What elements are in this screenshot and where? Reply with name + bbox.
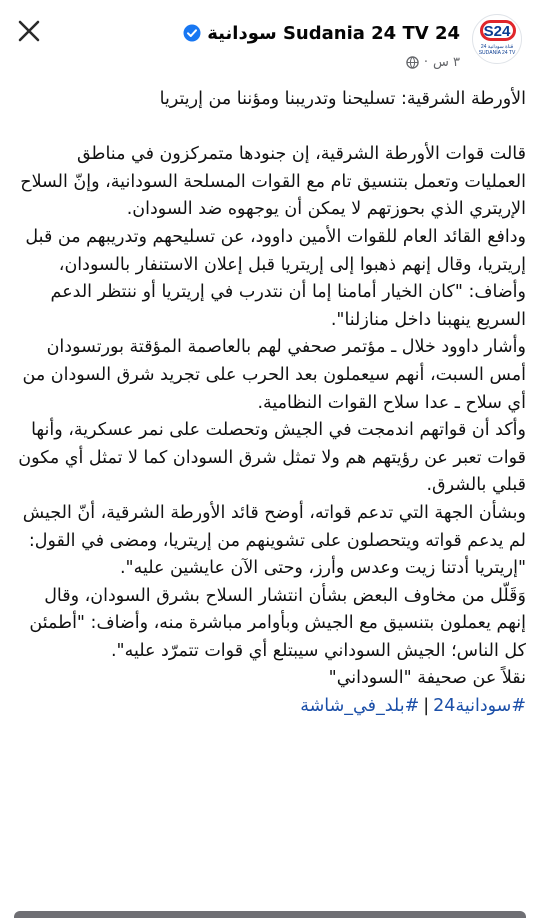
post-time[interactable]: ٣ س bbox=[433, 54, 460, 70]
hashtag-balad-fi-shasha[interactable]: #بلد_في_شاشة bbox=[300, 696, 420, 717]
globe-icon[interactable] bbox=[406, 56, 419, 69]
page-name[interactable]: Sudania 24 TV 24 سودانية bbox=[207, 22, 460, 44]
logo-subtitle-english: SUDANIA 24 TV bbox=[478, 50, 516, 56]
hashtag-row bbox=[14, 693, 526, 721]
meta-separator: · bbox=[423, 54, 428, 70]
post-paragraph: وأكد أن قواتهم اندمجت في الجيش وتحصلت على نمر عسكرية، وأنها قوات تعبر عن رؤيتهم هم ولا تمثل شرق السودان كما لا تمثل أي مكون قبلي بالشرق. bbox=[18, 420, 526, 496]
avatar[interactable] bbox=[472, 14, 522, 64]
logo-text: S24 bbox=[483, 23, 511, 40]
post-header bbox=[0, 0, 540, 85]
post-body bbox=[14, 86, 526, 721]
post-paragraph: وَقَلّل من مخاوف البعض بشأن انتشار السلاح بشرق السودان، وقال إنهم يعملون بتنسيق مع الجيش وبأوامر مباشرة منه، وأضاف: "أطمئن كل الناس؛ الجيش السوداني سيبتلع أي قوات تتمرّد عليه". bbox=[29, 585, 526, 661]
close-icon bbox=[17, 19, 41, 43]
post-paragraph: وأشار داوود خلال ـ مؤتمر صحفي لهم بالعاصمة المؤقتة بورتسودان أمس السبت، أنهم سيعملون بعد الحرب على تجريد شرق السودان من أي سلاح ـ عدا سلاح القوات النظامية. bbox=[22, 337, 526, 413]
page-name-row bbox=[183, 20, 460, 46]
post-title: الأورطة الشرقية: تسليحنا وتدريبنا ومؤننا من إريتريا bbox=[159, 89, 526, 109]
bottom-bar bbox=[14, 911, 526, 918]
verified-badge-icon bbox=[183, 24, 201, 42]
post-paragraph: وبشأن الجهة التي تدعم قواته، أوضح قائد الأورطة الشرقية، أنّ الجيش لم يدعم قواته ويتحصلون على تشوينهم من إريتريا، ومضى في القول: "إريتريا أدتنا زيت وعدس وأرز، وحتى الآن عايشين عليه". bbox=[22, 502, 526, 579]
post-meta bbox=[406, 52, 460, 72]
post-paragraph: ودافع القائد العام للقوات الأمين داوود، عن تسليحهم وتدريبهم من قبل إريتريا، وقال إنهم ذهبوا إلى إريتريا قبل إعلان الاستنفار بالسودان، وأضاف: "كان الخيار أمامنا إما أن نتدرب في إريتريا أو ننتظر الدعم السريع ينهبنا داخل منازلنا". bbox=[25, 226, 526, 330]
post-source-credit: نقلاً عن صحيفة "السوداني" bbox=[328, 668, 526, 689]
logo-subtitle-arabic: 24 قناة سودانية bbox=[480, 44, 514, 50]
hashtag-separator: | bbox=[423, 696, 430, 717]
close-button[interactable] bbox=[12, 14, 46, 48]
post-paragraph: قالت قوات الأورطة الشرقية، إن جنودها متمركزون في مناطق العمليات وتعمل بتنسيق تام مع القوات المسلحة السودانية، وإنّ السلاح الإريتري الذي بحوزتهم لا يمكن أن يوجهوه ضد السودان. bbox=[20, 144, 526, 220]
hashtag-sudania24[interactable]: #سودانية24 bbox=[433, 696, 526, 717]
